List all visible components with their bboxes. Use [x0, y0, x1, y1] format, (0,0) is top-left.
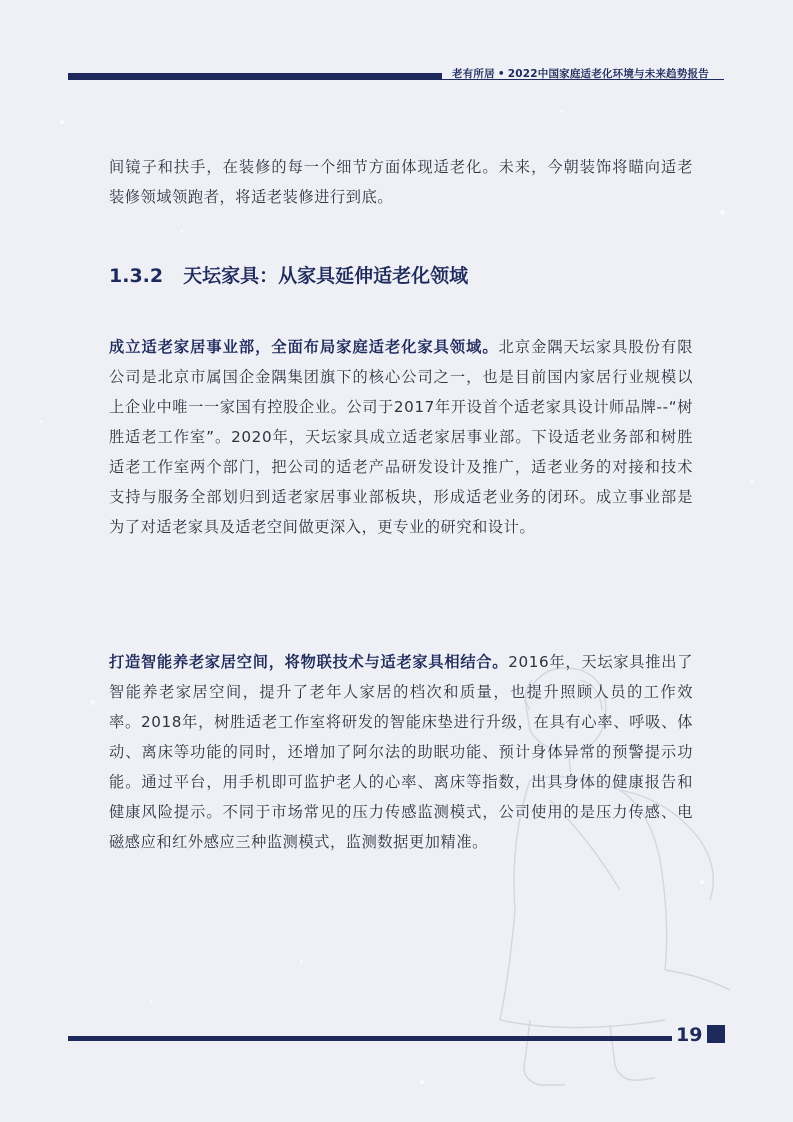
footer-rule — [68, 1036, 672, 1041]
background-speck — [150, 1000, 153, 1003]
header-title-sub: 2022中国家庭适老化环境与未来趋势报告 — [507, 68, 709, 80]
background-speck — [60, 120, 64, 124]
running-header — [452, 66, 709, 81]
paragraph-2-body: 2016年，天坛家具推出了智能养老家居空间，提升了老年人家居的档次和质量，也提升照顾人员的工作效率。2018年，树胜适老工作室将研发的智能床垫进行升级，在具有心率、呼吸、体动、离床等功能的同时，还增加了阿尔法的助眠功能、预计身体异常的预警提示功能。通过平台，用手机即可监护老人的心率、离床等指数，出具身体的健康报告和健康风险提示。不同于市场常见的压力传感监测模式，公司使用的是压力传感、电磁感应和红外感应三种监测模式，监测数据更加精准。 — [109, 653, 694, 851]
background-speck — [300, 960, 303, 963]
background-speck — [40, 420, 43, 423]
background-speck — [560, 110, 563, 113]
background-speck — [750, 480, 754, 484]
page-number: 19 — [676, 1024, 703, 1046]
background-speck — [180, 230, 183, 233]
section-number: 1.3.2 — [109, 265, 164, 287]
background-speck — [720, 210, 725, 215]
paragraph-1-lead: 成立适老家居事业部，全面布局家庭适老化家具领域。 — [109, 338, 499, 356]
section-heading — [109, 261, 468, 288]
background-speck — [420, 1080, 424, 1084]
paragraph-2-lead: 打造智能养老家居空间，将物联技术与适老家具相结合。 — [109, 653, 509, 671]
header-separator: • — [497, 68, 505, 80]
header-title-main: 老有所居 — [452, 68, 495, 80]
intro-block — [109, 152, 693, 212]
intro-paragraph: 间镜子和扶手，在装修的每一个细节方面体现适老化。未来，今朝装饰将瞄向适老装修领域领跑者，将适老装修进行到底。 — [109, 158, 693, 206]
paragraph-block-2 — [109, 647, 693, 857]
paragraph-1 — [109, 332, 693, 542]
page-number-square — [707, 1025, 725, 1043]
paragraph-1-body: 北京金隅天坛家具股份有限公司是北京市属国企金隅集团旗下的核心公司之一，也是目前国内家居行业规模以上企业中唯一一家国有控股企业。公司于2017年开设首个适老家具设计师品牌--“树胜适老工作室”。2020年，天坛家具成立适老家居事业部。下设适老业务部和树胜适老工作室两个部门，把公司的适老产品研发设计及推广，适老业务的对接和技术支持与服务全部划归到适老家居事业部板块，形成适老业务的闭环。成立事业部是为了对适老家具及适老空间做更深入，更专业的研究和设计。 — [109, 338, 693, 536]
background-speck — [90, 700, 95, 705]
paragraph-block-1 — [109, 332, 693, 542]
section-title: 天坛家具：从家具延伸适老化领域 — [183, 265, 469, 287]
header-rule-thick — [68, 73, 442, 80]
paragraph-2 — [109, 647, 693, 857]
